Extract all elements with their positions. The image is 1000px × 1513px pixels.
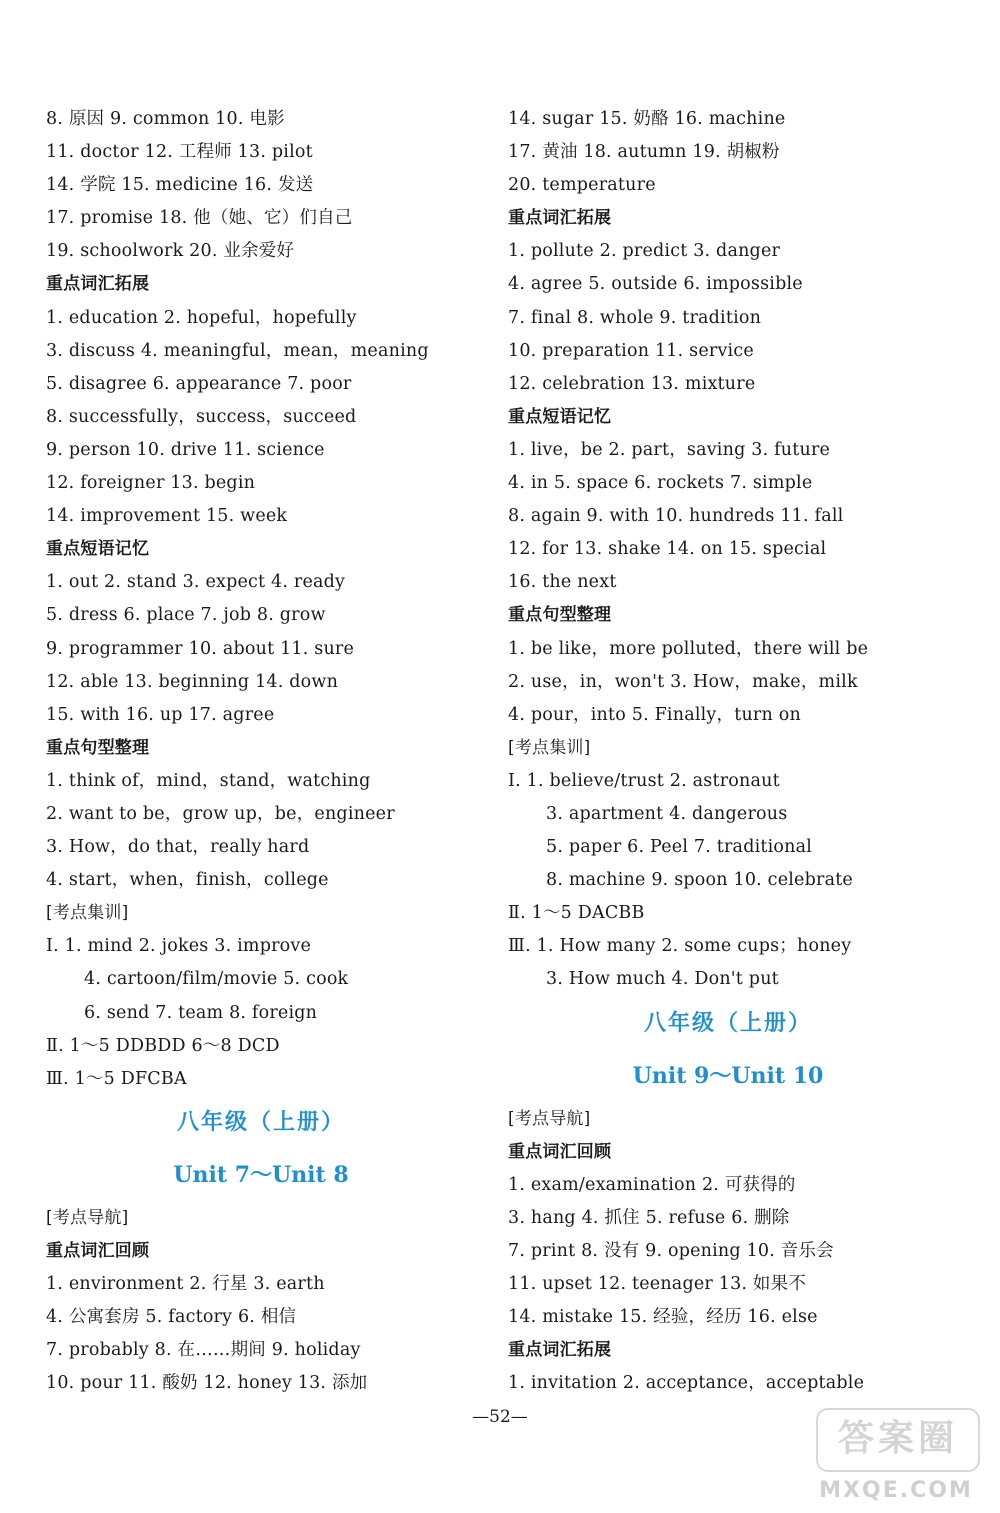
- answer-line: 8. again 9. with 10. hundreds 11. fall: [508, 506, 844, 527]
- right-column: [508, 103, 948, 1400]
- answer-line: 1. out 2. stand 3. expect 4. ready: [46, 572, 346, 593]
- answer-line: 9. programmer 10. about 11. sure: [46, 638, 355, 659]
- section-heading: 重点词汇拓展: [508, 208, 612, 229]
- answer-line: 5. dress 6. place 7. job 8. grow: [46, 605, 326, 626]
- answer-line: 4. 公寓套房 5. factory 6. 相信: [46, 1307, 297, 1328]
- answer-line: Ⅰ. 1. mind 2. jokes 3. improve: [46, 936, 312, 957]
- answer-line: 12. able 13. beginning 14. down: [46, 671, 339, 692]
- section-tag: [考点导航]: [46, 1207, 129, 1228]
- answer-line: 16. the next: [508, 572, 617, 593]
- answer-line: Ⅰ. 1. believe/trust 2. astronaut: [508, 770, 780, 791]
- answer-line: 1. think of，mind，stand，watching: [46, 770, 371, 791]
- answer-line: 1. live，be 2. part，saving 3. future: [508, 439, 831, 460]
- answer-line: 20. temperature: [508, 175, 656, 196]
- answer-line: 14. 学院 15. medicine 16. 发送: [46, 175, 314, 196]
- answer-line: 1. education 2. hopeful，hopefully: [46, 307, 357, 328]
- answer-line: 6. send 7. team 8. foreign: [84, 1002, 318, 1023]
- answer-line: 12. foreigner 13. begin: [46, 473, 256, 494]
- answer-line: 2. want to be，grow up，be，engineer: [46, 803, 395, 824]
- grade-title: 八年级（上册）: [176, 1109, 345, 1135]
- answer-line: 7. final 8. whole 9. tradition: [508, 307, 762, 328]
- answer-line: 8. machine 9. spoon 10. celebrate: [546, 870, 853, 891]
- section-heading: 重点词汇拓展: [508, 1340, 612, 1361]
- answer-line: Ⅲ. 1. How many 2. some cups；honey: [508, 936, 852, 957]
- watermark-logo: 答案圈: [816, 1408, 980, 1472]
- answer-line: 1. exam/examination 2. 可获得的: [508, 1174, 796, 1195]
- section-heading: 重点句型整理: [46, 737, 150, 758]
- answer-line: 11. upset 12. teenager 13. 如果不: [508, 1274, 807, 1294]
- section-heading: 重点句型整理: [508, 605, 612, 626]
- answer-line: 8. successfully，success，succeed: [46, 406, 357, 427]
- answer-line: 3. hang 4. 抓住 5. refuse 6. 删除: [508, 1207, 790, 1228]
- answer-line: 4. pour，into 5. Finally，turn on: [508, 704, 801, 725]
- answer-line: 3. discuss 4. meaningful，mean，meaning: [46, 340, 429, 361]
- answer-line: 12. celebration 13. mixture: [508, 373, 756, 394]
- answer-line: 10. pour 11. 酸奶 12. honey 13. 添加: [46, 1373, 368, 1394]
- answer-line: 7. probably 8. 在……期间 9. holiday: [46, 1340, 361, 1361]
- section-tag: [考点导航]: [508, 1108, 591, 1129]
- watermark: [806, 1408, 986, 1503]
- answer-line: 2. use，in，won't 3. How，make，milk: [508, 671, 858, 692]
- answer-line: 1. environment 2. 行星 3. earth: [46, 1274, 325, 1294]
- answer-line: 4. in 5. space 6. rockets 7. simple: [508, 473, 813, 494]
- answer-line: 4. agree 5. outside 6. impossible: [508, 274, 803, 295]
- page-number: —52—: [472, 1407, 528, 1427]
- section-heading: 重点短语记忆: [46, 539, 150, 560]
- watermark-site: MXQE.COM: [819, 1478, 973, 1503]
- section-heading: 重点词汇回顾: [46, 1240, 150, 1261]
- answer-line: 3. apartment 4. dangerous: [546, 803, 788, 824]
- answer-line: 15. with 16. up 17. agree: [46, 704, 275, 725]
- answer-line: 4. cartoon/film/movie 5. cook: [84, 969, 349, 990]
- answer-line: 10. preparation 11. service: [508, 340, 754, 361]
- unit-title: Unit 9～Unit 10: [632, 1062, 824, 1089]
- unit-title: Unit 7～Unit 8: [173, 1161, 349, 1188]
- answer-line: 5. disagree 6. appearance 7. poor: [46, 373, 352, 394]
- grade-title: 八年级（上册）: [643, 1010, 812, 1036]
- answer-line: 12. for 13. shake 14. on 15. special: [508, 539, 827, 560]
- answer-line: 14. improvement 15. week: [46, 506, 288, 527]
- answer-line: 11. doctor 12. 工程师 13. pilot: [46, 142, 313, 163]
- answer-line: Ⅲ. 1～5 DFCBA: [46, 1068, 187, 1089]
- answer-line: 5. paper 6. Peel 7. traditional: [546, 837, 813, 858]
- answer-line: 17. 黄油 18. autumn 19. 胡椒粉: [508, 142, 780, 163]
- answer-line: 19. schoolwork 20. 业余爱好: [46, 241, 295, 262]
- answer-line: 3. How，do that，really hard: [46, 837, 310, 858]
- section-tag: [考点集训]: [46, 903, 129, 924]
- section-heading: 重点词汇拓展: [46, 274, 150, 295]
- answer-line: 3. How much 4. Don't put: [546, 969, 779, 990]
- answer-line: 14. mistake 15. 经验，经历 16. else: [508, 1307, 818, 1328]
- section-heading: 重点短语记忆: [508, 406, 612, 427]
- answer-line: 1. invitation 2. acceptance，acceptable: [508, 1373, 865, 1394]
- answer-line: 8. 原因 9. common 10. 电影: [46, 109, 285, 129]
- left-column: [46, 103, 476, 1400]
- answer-line: 7. print 8. 没有 9. opening 10. 音乐会: [508, 1240, 834, 1261]
- answer-line: 1. be like，more polluted，there will be: [508, 638, 869, 659]
- answer-line: 4. start，when，finish，college: [46, 870, 329, 891]
- answer-line: 9. person 10. drive 11. science: [46, 439, 325, 460]
- answer-line: Ⅱ. 1～5 DDBDD 6～8 DCD: [46, 1035, 280, 1056]
- section-tag: [考点集训]: [508, 737, 591, 758]
- answer-line: Ⅱ. 1～5 DACBB: [508, 903, 645, 924]
- answer-line: 17. promise 18. 他（她、它）们自己: [46, 208, 353, 229]
- answer-line: 1. pollute 2. predict 3. danger: [508, 241, 781, 262]
- answer-line: 14. sugar 15. 奶酪 16. machine: [508, 109, 786, 129]
- section-heading: 重点词汇回顾: [508, 1141, 612, 1162]
